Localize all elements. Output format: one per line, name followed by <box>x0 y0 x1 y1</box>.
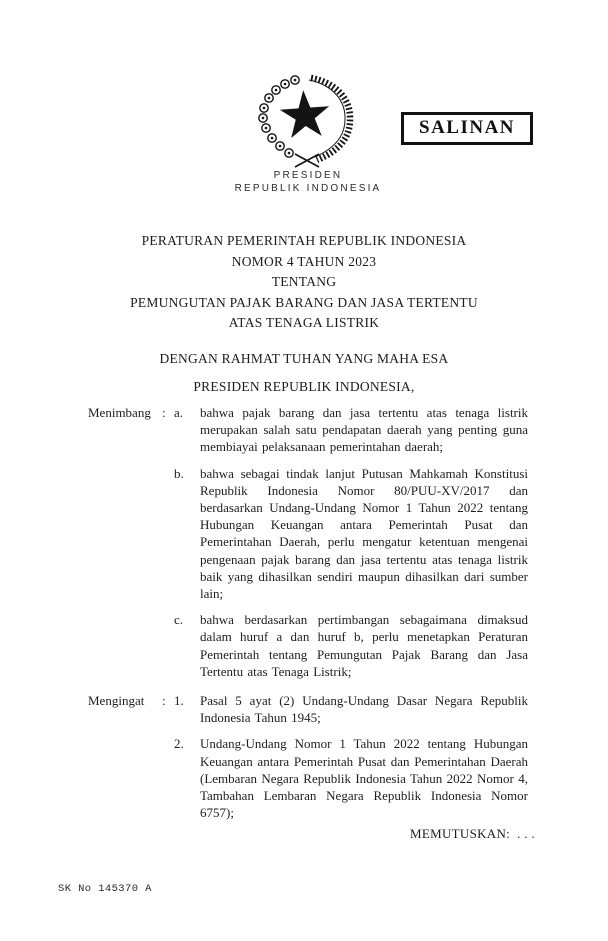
menimbang-item-b <box>174 465 528 603</box>
letterhead-republik-indonesia: REPUBLIK INDONESIA <box>234 183 382 194</box>
item-text: Pasal 5 ayat (2) Undang-Undang Dasar Negara Republik Indonesia Tahun 1945; <box>200 693 528 726</box>
crossed-stems-icon <box>295 154 319 167</box>
clauses <box>88 404 528 821</box>
item-marker: a. <box>174 405 184 420</box>
menimbang-section <box>88 404 528 680</box>
star-icon <box>279 88 332 138</box>
rice-branch-icon <box>309 78 350 160</box>
document-code: SK No 145370 A <box>58 883 152 895</box>
title-line-subject1: PEMUNGUTAN PAJAK BARANG DAN JASA TERTENTU <box>130 294 478 310</box>
memutuskan-line: MEMUTUSKAN: . . . <box>410 826 535 841</box>
mengingat-section <box>88 692 528 821</box>
regulation-title <box>0 231 608 334</box>
menimbang-item-c <box>174 611 528 680</box>
item-marker: 1. <box>174 693 184 709</box>
item-marker: 2. <box>174 736 184 752</box>
salinan-stamp: SALINAN <box>401 112 533 145</box>
title-line-tentang: TENTANG <box>271 274 337 290</box>
item-marker: c. <box>174 612 184 628</box>
mengingat-item-1 <box>174 692 528 726</box>
item-text: bahwa pajak barang dan jasa tertentu atas tenaga listrik merupakan salah satu pendapatan daerah yang penting guna membiayai pelaksanaan pemerintahan daerah; <box>200 405 528 455</box>
item-marker: b. <box>174 465 184 481</box>
mengingat-label: Mengingat <box>88 693 145 709</box>
title-line-number: NOMOR 4 TAHUN 2023 <box>231 253 377 269</box>
item-text: Undang-Undang Nomor 1 Tahun 2022 tentang Hubungan Keuangan antara Pemerintah Pusat dan Pemerintahan Daerah (Lembaran Negara Republik Indonesia Tahun 2022 Nomor 4, Tambahan Lembaran Negara Republik Indonesia Nomor 6757); <box>200 736 528 821</box>
menimbang-item-a <box>174 404 528 456</box>
menimbang-items <box>174 404 528 680</box>
mengingat-colon: : <box>162 693 166 709</box>
letterhead-presiden: PRESIDEN <box>273 170 343 181</box>
preamble <box>0 345 608 400</box>
mengingat-items <box>174 692 528 821</box>
mengingat-item-2 <box>174 735 528 821</box>
item-text: bahwa sebagai tindak lanjut Putusan Mahkamah Konstitusi Republik Indonesia Nomor 80/PUU-XV/2017 dan berdasarkan Undang-Undang Nomor 1 Tahun 2022 tentang Hubungan Keuangan antara Pemerintah Pusat dan Pemerintahan Daerah, perlu mengatur ketentuan mengenai pengenaan pajak barang dan jasa tertentu atas tenaga listrik baik yang dihasilkan sendiri maupun dihasilkan dari sumber lain; <box>200 465 528 602</box>
preamble-authority: PRESIDEN REPUBLIK INDONESIA, <box>193 378 415 394</box>
menimbang-colon: : <box>162 405 166 420</box>
item-text: bahwa berdasarkan pertimbangan sebagaimana dimaksud dalam huruf a dan huruf b, perlu menetapkan Peraturan Pemerintah tentang Pemungutan Pajak Barang dan Jasa Tertentu atas Tenaga Listrik; <box>200 612 528 679</box>
presidential-seal-star-wreath-icon <box>253 74 363 170</box>
preamble-invocation: DENGAN RAHMAT TUHAN YANG MAHA ESA <box>159 351 449 366</box>
title-line-regulation: PERATURAN PEMERINTAH REPUBLIK INDONESIA <box>141 233 467 248</box>
title-line-subject2: ATAS TENAGA LISTRIK <box>228 315 380 331</box>
letterhead <box>154 169 462 195</box>
menimbang-label: Menimbang <box>88 405 151 420</box>
